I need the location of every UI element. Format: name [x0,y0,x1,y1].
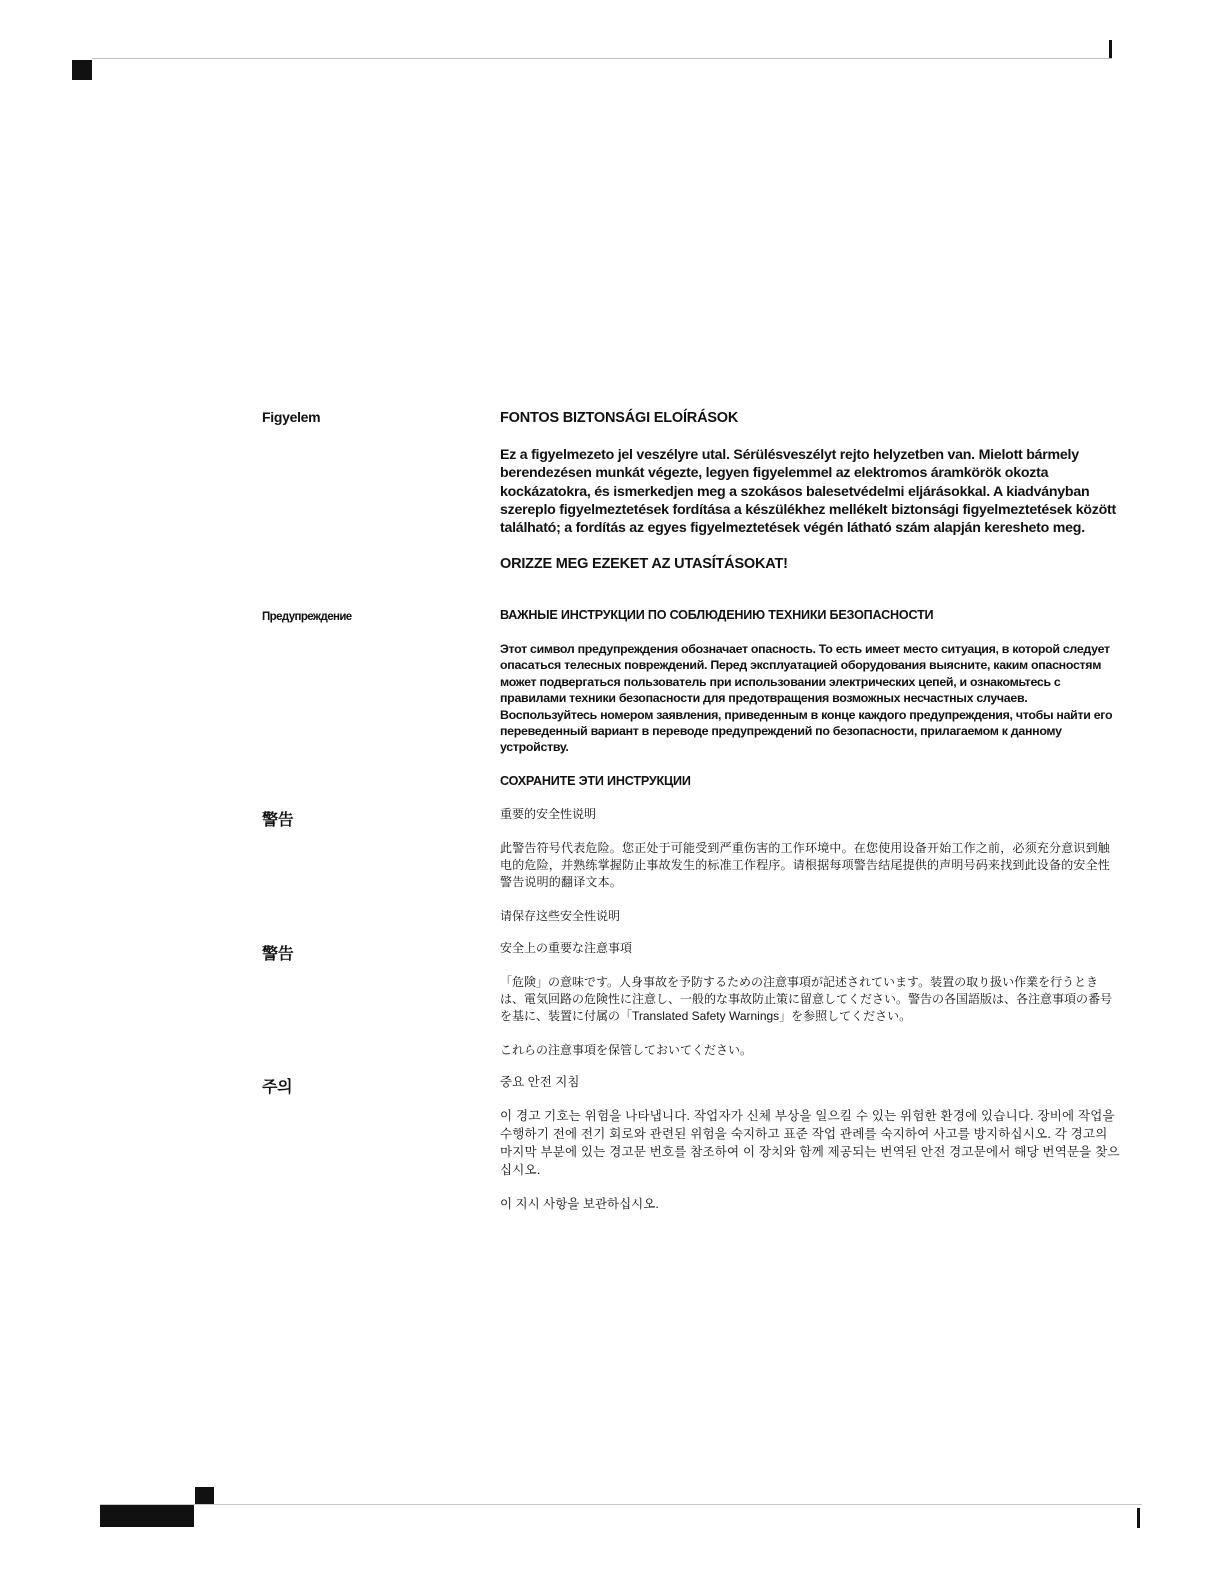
warning-save-instruction: СОХРАНИТЕ ЭТИ ИНСТРУКЦИИ [500,773,691,788]
warning-body [500,607,1120,789]
header-block-marker [72,60,92,80]
warning-save-instruction: 请保存这些安全性说明 [500,909,621,923]
warning-text: Этот символ предупреждения обозначает опасность. То есть имеет место ситуация, в которой следует опасаться телесных повреждений. Перед эксплуатацией оборудования выясните, каким опасностям может подвергаться пользователь при использовании электрических цепей, и ознакомьтесь с правилами техники безопасности для предотвращения возможных несчастных случаев. Воспользуйтесь номером заявления, приведенным в конце каждого предупреждения, чтобы найти его переведенный вариант в переводе предупреждений по безопасности, прилагаемом к данному устройству. [500,642,1113,755]
warning-save-instruction: 이 지시 사항을 보관하십시오. [500,1197,659,1211]
warning-title: 安全上の重要な注意事項 [500,941,633,955]
warning-body [500,1074,1120,1212]
warning-title: 重要的安全性说明 [500,807,597,821]
warning-body [500,409,1120,573]
warning-text: 「危険」の意味です。人身事故を予防するための注意事項が記述されています。装置の取り扱い作業を行うときは、電気回路の危険性に注意し、一般的な事故防止策に留意してください。警告の各国語版は、各注意事項の番号を基に、装置に付属の「Translated Safety Warnings」を参照してください。 [500,975,1113,1023]
warning-label: Предупреждение [262,611,352,623]
warning-label: 警告 [262,812,294,829]
header-tick-mark [1109,40,1112,58]
warning-body [500,940,1120,1058]
footer-tick-mark [1137,1508,1140,1528]
warning-text: 此警告符号代表危险。您正处于可能受到严重伤害的工作环境中。在您使用设备开始工作之前，必须充分意识到触电的危险，并熟练掌握防止事故发生的标准工作程序。请根据每项警告结尾提供的声明号码来找到此设备的安全性警告说明的翻译文本。 [500,841,1111,889]
warning-save-instruction: これらの注意事項を保管しておいてください。 [500,1043,753,1057]
footer-rule [100,1504,1142,1505]
warning-title: ВАЖНЫЕ ИНСТРУКЦИИ ПО СОБЛЮДЕНИЮ ТЕХНИКИ БЕЗОПАСНОСТИ [500,608,934,622]
warning-label: Figyelem [262,409,321,425]
warning-title: FONTOS BIZTONSÁGI ELOÍRÁSOK [500,410,739,426]
warning-body [500,806,1120,924]
footer-page-tab [100,1505,194,1527]
footer-small-marker [195,1487,214,1504]
warning-label: 주의 [262,1079,293,1096]
warning-text: Ez a figyelmezeto jel veszélyre utal. Sérülésveszélyt rejto helyzetben van. Mielott bármely berendezésen munkát végezte, legyen figyelemmel az elektromos áramkörök okozta kockázatokra, és ismerkedjen meg a szokásos balesetvédelmi eljárásokkal. A kiadványban szereplo figyelmeztetések fordítása a készülékhez mellékelt biztonsági figyelmeztetések között található; a fordítás az egyes figyelmeztetések végén látható szám alapján keresheto meg. [500,447,1116,537]
warning-title: 중요 안전 지침 [500,1075,580,1089]
warning-text: 이 경고 기호는 위험을 나타냅니다. 작업자가 신체 부상을 일으킬 수 있는 위험한 환경에 있습니다. 장비에 작업을 수행하기 전에 전기 회로와 관련된 위험을 숙지하고 표준 작업 관례를 숙지하여 사고를 방지하십시오. 각 경고의 마지막 부분에 있는 경고문 번호를 참조하여 이 장치와 함께 제공되는 번역된 안전 경고문에서 해당 번역문을 찾으십시오. [500,1109,1120,1177]
warning-save-instruction: ORIZZE MEG EZEKET AZ UTASÍTÁSOKAT! [500,556,788,573]
warning-label: 警告 [262,946,294,963]
header-rule [92,58,1112,59]
